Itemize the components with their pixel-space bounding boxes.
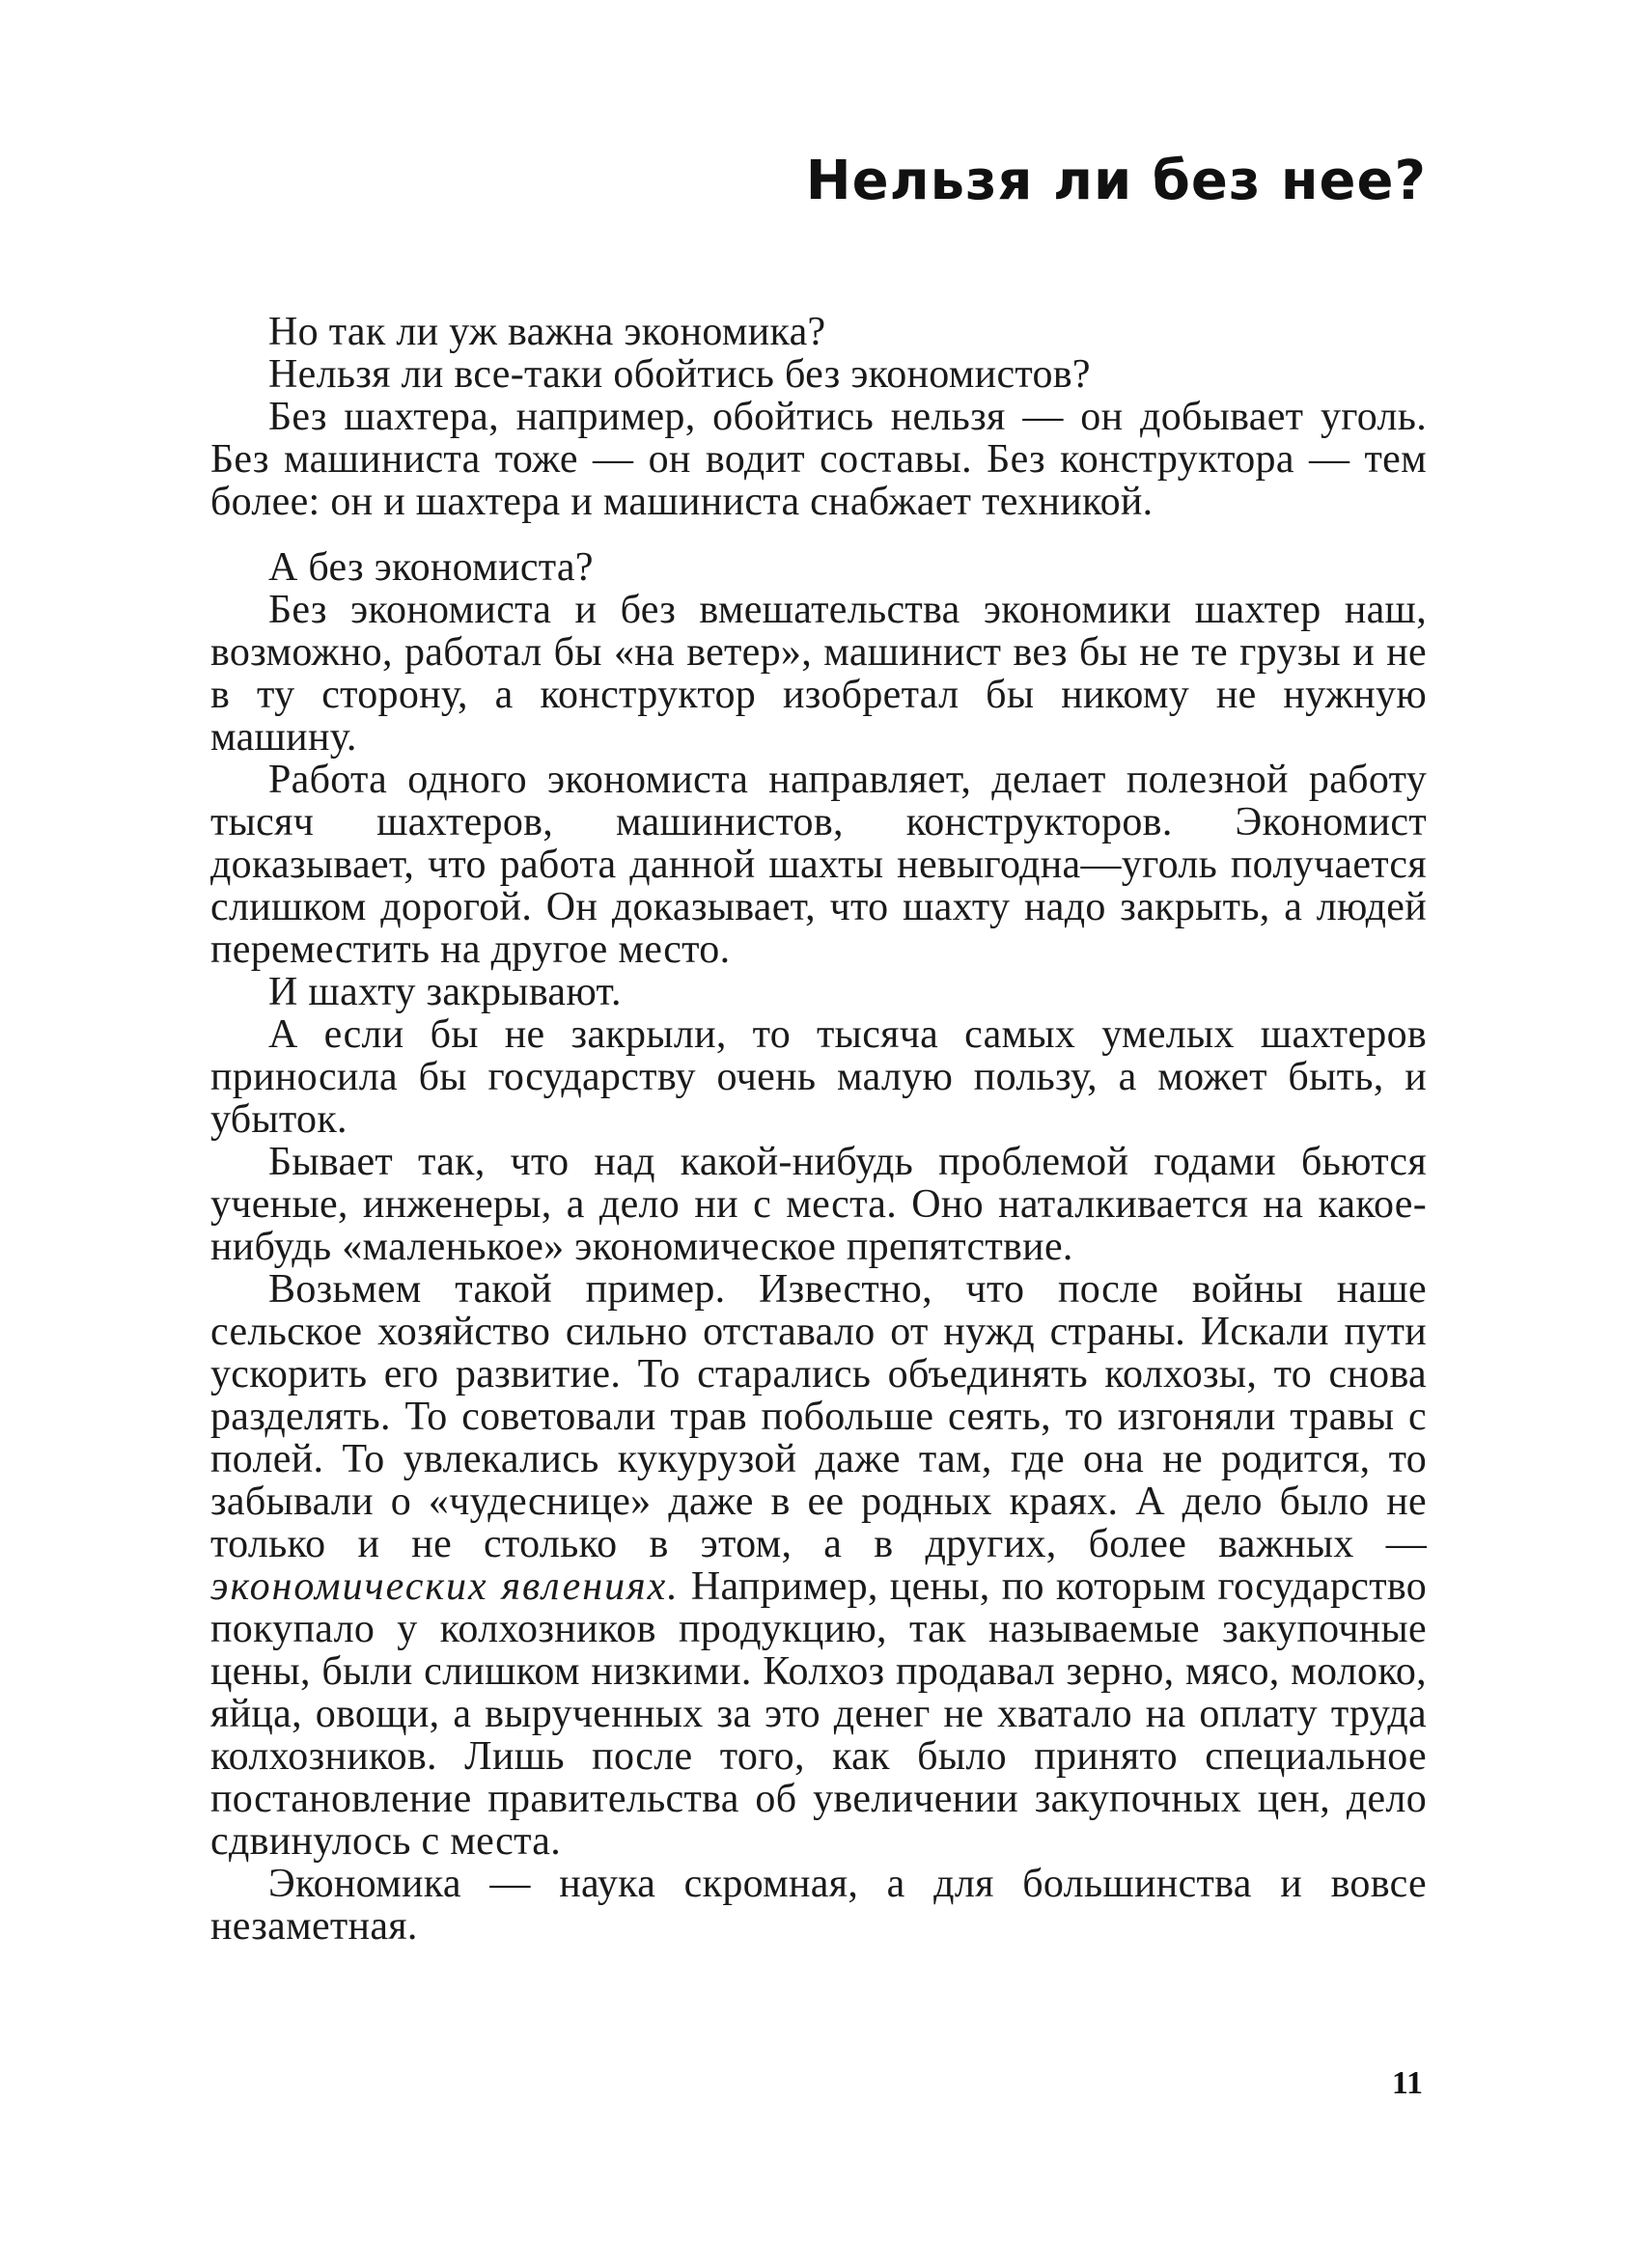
- paragraph: А без экономиста?: [268, 545, 594, 590]
- paragraph: Без шахтера, например, обойтись нельзя — он добывает уголь. Без машиниста тоже — он водит составы. Без конструктора — тем более: он и шахтера и машиниста снабжает техникой.: [210, 395, 1427, 524]
- paragraph: А если бы не закрыли, то тысяча самых умелых шахтеров приносила бы государству очень малую пользу, а может быть, и убыток.: [210, 1012, 1427, 1142]
- paragraph: Работа одного экономиста направляет, делает полезной работу тысяч шахтеров, машинистов, конструкторов. Экономист доказывает, что работа данной шахты невыгодна—уголь получается слишком дорогой. Он доказывает, что шахту надо закрыть, а людей переместить на другое место.: [210, 758, 1427, 972]
- example-text-after: Например, цены, по которым государство покупало у колхозников продукцию, так называемые закупочные цены, были слишком низкими. Колхоз продавал зерно, мясо, молоко, яйца, овощи, а вырученных за это денег не хватало на оплату труда колхозников. Лишь после того, как было принято специальное постановление правительства об увеличении закупочных цен, дело сдвинулось с места.: [210, 1564, 1427, 1864]
- chapter-body: [210, 311, 1427, 1948]
- paragraph: Без экономиста и без вмешательства экономики шахтер наш, возможно, работал бы «на ветер», машинист вез бы не те грузы и не в ту сторону, а конструктор изобретал бы никому не нужную машину.: [210, 588, 1427, 760]
- chapter-title: Нельзя ли без нее?: [805, 150, 1427, 212]
- paragraph: И шахту закрывают.: [268, 970, 622, 1014]
- paragraph: Бывает так, что над какой-нибудь проблемой годами бьются ученые, инженеры, а дело ни с места. Оно наталкивается на какое-нибудь «маленькое» экономическое препятствие.: [210, 1140, 1427, 1269]
- paragraph: Но так ли уж важна экономика?: [268, 310, 826, 354]
- example-text-before: Возьмем такой пример. Известно, что после войны наше сельское хозяйство сильно отставало от нужд страны. Искали пути ускорить его развитие. То старались объединять колхозы, то снова разделять. То советовали трав побольше сеять, то изгоняли травы с полей. То увлекались кукурузой даже там, где она не родится, то забывали о «чудеснице» даже в ее родных краях. А дело было не только и не столько в этом, а в других, более важных —: [210, 1267, 1427, 1566]
- example-emphasis: экономических явлениях.: [210, 1564, 680, 1609]
- page-number: 11: [1391, 2065, 1423, 2101]
- paragraph-closing: Экономика — наука скромная, а для большинства и вовсе незаметная.: [210, 1862, 1427, 1949]
- paragraph: Нельзя ли все-таки обойтись без экономистов?: [268, 352, 1091, 397]
- paragraph-example: [210, 1268, 1427, 1863]
